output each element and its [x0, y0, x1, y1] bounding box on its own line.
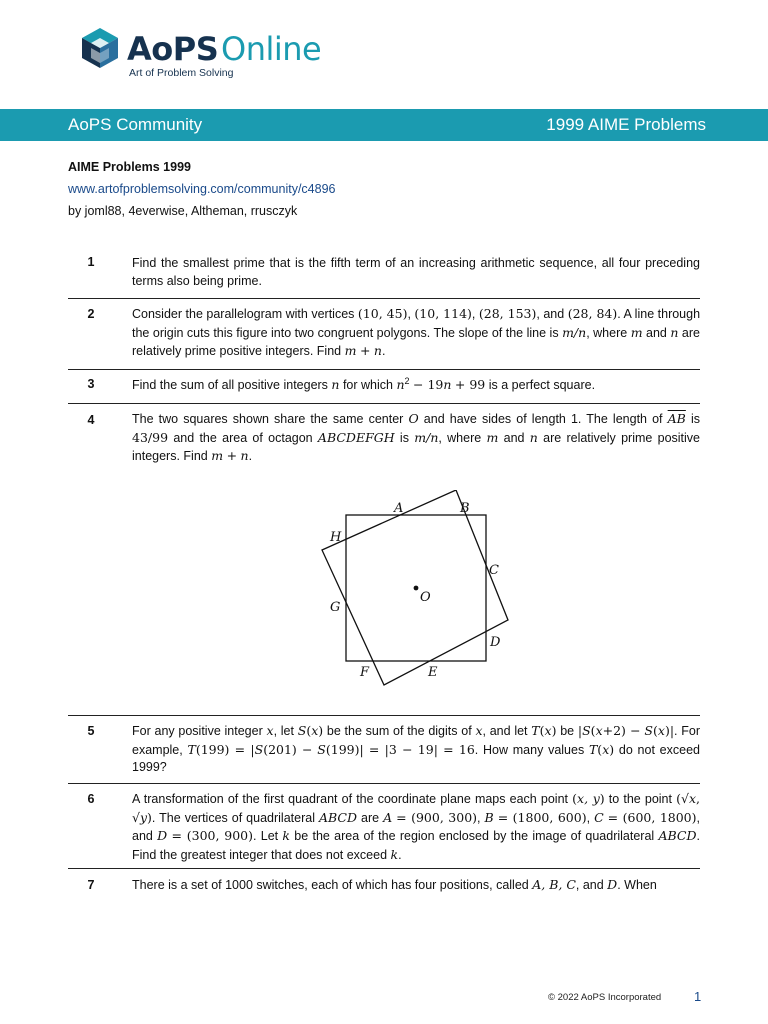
copyright-footer: © 2022 AoPS Incorporated — [548, 992, 662, 1003]
problem-text: For any positive integer x, let S(x) be the sum of the digits of x, and let T(x) be |S(x+2) − S(x)|. For example, T(199) = |S(201) − S(199)| = |3 − 19| = 16. How many values T(x) do not exceed 1999? — [132, 723, 700, 774]
logo-product: Online — [221, 30, 322, 68]
octagon-figure — [310, 490, 530, 690]
page-number: 1 — [694, 989, 702, 1004]
community-link[interactable]: www.artofproblemsolving.com/community/c4896 — [68, 182, 336, 196]
logo-brand: AoPS — [127, 30, 219, 68]
header-banner — [0, 109, 768, 141]
problem-number: 7 — [87, 878, 95, 892]
problem-3 — [68, 369, 700, 403]
problem-number: 1 — [87, 255, 95, 269]
problem-text: Consider the parallelogram with vertices (10, 45), (10, 114), (28, 153), and (28, 84). A line through the origin cuts this figure into two congruent polygons. The slope of the line is m/n, where m and n are relatively prime positive integers. Find m + n. — [132, 306, 701, 358]
problem-text: There is a set of 1000 switches, each of which has four positions, called A, B, C, and D. When — [132, 877, 657, 892]
community-label: AoPS Community — [68, 115, 203, 134]
problem-number: 6 — [87, 792, 95, 806]
label-f: F — [360, 665, 370, 680]
label-g: G — [330, 600, 341, 615]
problem-1 — [68, 246, 700, 298]
problem-text: The two squares shown share the same center O and have sides of length 1. The length of $\overline{AB}$ is 43/99 and the area of octagon ABCDEFGH is m/n, where m and n are relatively prime positive integers. Find m + n. — [132, 411, 701, 463]
label-c: C — [489, 563, 499, 578]
problem-text: Find the smallest prime that is the fifth term of an increasing arithmetic sequence, all four preceding terms also being prime. — [132, 256, 700, 288]
logo-tagline: Art of Problem Solving — [129, 67, 234, 79]
problem-number: 2 — [87, 307, 95, 321]
problem-number: 4 — [87, 413, 95, 427]
problem-5 — [68, 715, 700, 783]
document-title: 1999 AIME Problems — [546, 115, 706, 134]
label-e: E — [428, 665, 438, 680]
authors-line: by joml88, 4everwise, Altheman, rrusczyk — [68, 204, 298, 218]
problem-7 — [68, 868, 700, 908]
page-title: AIME Problems 1999 — [68, 160, 191, 174]
problem-number: 5 — [87, 724, 95, 738]
label-b: B — [460, 501, 470, 516]
document-meta — [68, 156, 335, 222]
label-d: D — [490, 635, 501, 650]
problem-text: Find the sum of all positive integers n for which $n^2 - 19n + 99$ is a perfect square. — [132, 376, 596, 392]
problem-number: 3 — [87, 377, 95, 391]
aops-logo[interactable] — [80, 26, 340, 82]
label-o: O — [420, 590, 431, 605]
cube-logo-icon — [80, 26, 120, 70]
label-h: H — [330, 530, 342, 545]
center-point — [414, 586, 419, 591]
label-a: A — [394, 501, 404, 516]
problem-2 — [68, 298, 700, 369]
problem-6 — [68, 783, 700, 868]
problem-text: A transformation of the first quadrant of the coordinate plane maps each point (x, y) to the point (√x, √y). The vertices of quadrilateral ABCD are A = (900, 300), B = (1800, 600), C = (600, 1800), and D = (300, 900). Let k be the area of the region enclosed by the image of quadrilateral ABCD. Find the greatest integer that does not exceed k. — [132, 791, 700, 862]
